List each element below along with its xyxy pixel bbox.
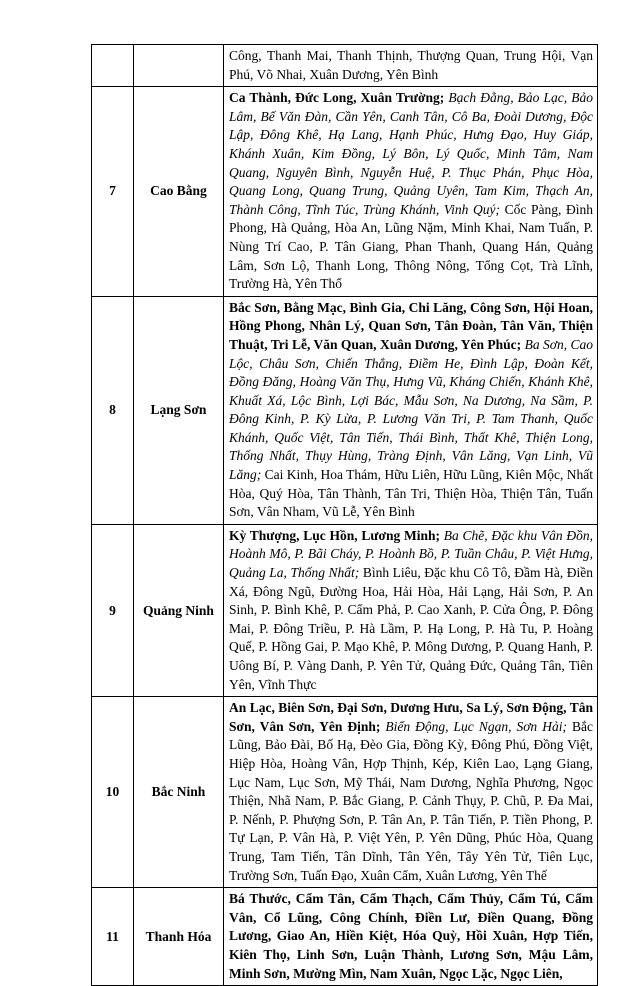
commune-list — [224, 524, 598, 696]
province-name: Bắc Ninh — [134, 697, 224, 888]
italic-communes: Ba Chẽ, Đặc khu Vân Đồn, Hoành Mô, P. Bãi Cháy, P. Hoành Bồ, P. Tuần Châu, P. Việt Hưng, Quảng La, Thống Nhất; — [229, 527, 593, 581]
italic-communes: Biển Động, Lục Ngạn, Sơn Hải; — [380, 718, 567, 734]
province-name — [134, 45, 224, 87]
table-row — [92, 697, 598, 888]
commune-list — [224, 697, 598, 888]
province-name: Quảng Ninh — [134, 524, 224, 696]
italic-communes: Ba Sơn, Cao Lộc, Châu Sơn, Chiến Thắng, Điềm He, Đình Lập, Đoàn Kết, Đồng Đăng, Hoàng Văn Thụ, Hưng Vũ, Kháng Chiến, Khánh Khê, Khuất Xá, Lộc Bình, Lợi Bác, Mẫu Sơn, Na Dương, Na Sầm, P. Đông Kinh, P. Kỳ Lừa, P. Lương Văn Tri, P. Tam Thanh, Quốc Khánh, Quốc Việt, Tân Tiến, Thái Bình, Thất Khê, Thiện Long, Thống Nhất, Thụy Hùng, Tràng Định, Vân Lăng, Vạn Linh, Vũ Lăng; — [229, 336, 593, 483]
table-row — [92, 888, 598, 986]
table-row — [92, 45, 598, 87]
province-name: Thanh Hóa — [134, 888, 224, 986]
row-number: 11 — [92, 888, 134, 986]
commune-list — [224, 888, 598, 986]
plain-communes: Công, Thanh Mai, Thanh Thịnh, Thượng Quan, Trung Hội, Vạn Phú, Võ Nhai, Xuân Dương, Yên Bình — [229, 48, 593, 82]
table-row — [92, 296, 598, 524]
row-number: 7 — [92, 87, 134, 297]
row-number: 9 — [92, 524, 134, 696]
bold-communes: Bắc Sơn, Bằng Mạc, Bình Gia, Chi Lăng, Công Sơn, Hội Hoan, Hồng Phong, Nhân Lý, Quan Sơn, Tân Đoàn, Tân Văn, Thiện Thuật, Tri Lễ, Văn Quan, Xuân Dương, Yên Phúc; — [229, 299, 593, 352]
bold-communes: An Lạc, Biên Sơn, Đại Sơn, Dương Hưu, Sa Lý, Sơn Động, Tân Sơn, Vân Sơn, Yên Định; — [229, 700, 593, 734]
province-name: Lạng Sơn — [134, 296, 224, 524]
italic-communes: Bạch Đằng, Bảo Lạc, Bảo Lâm, Bế Văn Đàn, Cần Yên, Canh Tân, Cô Ba, Đoài Dương, Độc Lập, Đông Khê, Hạ Lang, Hạnh Phúc, Hưng Đạo, Huy Giáp, Khánh Xuân, Kim Đồng, Lý Bôn, Lý Quốc, Minh Tâm, Nam Quang, Nguyên Bình, Nguyễn Huệ, P. Thục Phán, Phục Hòa, Quang Long, Quang Trung, Quảng Uyên, Tam Kim, Thạch An, Thành Công, Tĩnh Túc, Trùng Khánh, Vinh Quý; — [229, 90, 593, 217]
row-number: 10 — [92, 697, 134, 888]
plain-communes: Bắc Lũng, Bảo Đài, Bố Hạ, Đèo Gia, Đồng Kỳ, Đông Phú, Đồng Việt, Hiệp Hòa, Hoàng Vân, Hợp Thịnh, Kép, Kiên Lao, Lạng Giang, Lục Nam, Lục Sơn, Mỹ Thái, Nam Dương, Nghĩa Phương, Ngọc Thiện, Nhã Nam, P. Bắc Giang, P. Cảnh Thụy, P. Chũ, P. Đa Mai, P. Nếnh, P. Phượng Sơn, P. Tân An, P. Tân Tiến, P. Tiền Phong, P. Tự Lạn, P. Vân Hà, P. Việt Yên, P. Yên Dũng, Phúc Hòa, Quang Trung, Tam Tiến, Tân Dĩnh, Tân Yên, Tây Yên Tử, Tiên Lục, Trường Sơn, Tuấn Đạo, Xuân Cẩm, Xuân Lương, Yên Thế — [229, 718, 593, 883]
bold-communes: Bá Thước, Cẩm Tân, Cẩm Thạch, Cẩm Thủy, Cẩm Tú, Cẩm Vân, Cổ Lũng, Công Chính, Điền Lư, Điền Quang, Đồng Lương, Giao An, Hiền Kiệt, Hóa Quỳ, Hồi Xuân, Hợp Tiến, Kiên Thọ, Linh Sơn, Luận Thành, Lương Sơn, Mậu Lâm, Minh Sơn, Mường Mìn, Nam Xuân, Ngọc Lặc, Ngọc Liên, — [229, 891, 593, 981]
bold-communes: Ca Thành, Đức Long, Xuân Trường; — [229, 90, 445, 106]
commune-list — [224, 296, 598, 524]
plain-communes: Cai Kinh, Hoa Thám, Hữu Liên, Hữu Lũng, Kiên Mộc, Nhất Hòa, Quý Hòa, Tân Thành, Tân Tri, Thiện Hòa, Thiện Tân, Tuấn Sơn, Vân Nham, Vũ Lễ, Yên Bình — [229, 467, 593, 520]
commune-list — [224, 45, 598, 87]
bold-communes: Kỳ Thượng, Lục Hồn, Lương Minh; — [229, 527, 440, 543]
commune-table — [91, 44, 598, 986]
table-row — [92, 87, 598, 297]
plain-communes: Cốc Pàng, Đình Phong, Hà Quảng, Hòa An, Lũng Nặm, Minh Khai, Nam Tuấn, P. Nùng Trí Cao, P. Tân Giang, Phan Thanh, Quang Hán, Quảng Lâm, Sơn Lộ, Thanh Long, Thông Nông, Tổng Cọt, Trà Lĩnh, Trường Hà, Yên Thổ — [229, 201, 594, 292]
province-name: Cao Bằng — [134, 87, 224, 297]
row-number — [92, 45, 134, 87]
row-number: 8 — [92, 296, 134, 524]
plain-communes: Bình Liêu, Đặc khu Cô Tô, Đầm Hà, Điền Xá, Đông Ngũ, Đường Hoa, Hải Hòa, Hải Lạng, Hải Sơn, P. An Sinh, P. Bình Khê, P. Cẩm Phả, P. Cao Xanh, P. Cửa Ông, P. Đông Mai, P. Đông Triều, P. Hà Lầm, P. Hạ Long, P. Hà Tu, P. Hoàng Quế, P. Hồng Gai, P. Mạo Khê, P. Mông Dương, P. Quang Hanh, P. Uông Bí, P. Vàng Danh, P. Yên Tử, Quảng Đức, Quảng Tân, Tiên Yên, Vĩnh Thực — [229, 565, 593, 692]
table-row — [92, 524, 598, 696]
commune-list — [224, 87, 598, 297]
